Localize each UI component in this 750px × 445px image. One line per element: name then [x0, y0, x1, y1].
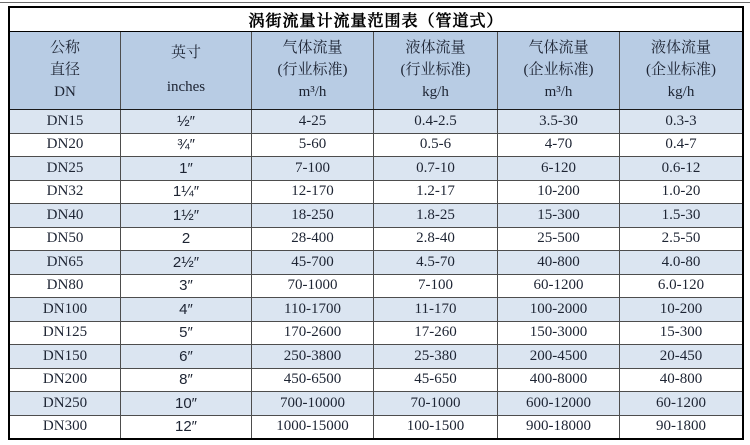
column-header-line: 液体流量: [405, 39, 466, 56]
table-cell: 900-18000: [498, 416, 620, 439]
column-header-line: m³/h: [298, 84, 327, 101]
table-row: [10, 110, 742, 134]
table-cell: 110-1700: [252, 298, 374, 321]
table-cell: 700-10000: [252, 392, 374, 415]
table-cell: 100-1500: [374, 416, 498, 439]
table-cell: 2: [121, 228, 252, 251]
table-cell: 6″: [121, 345, 252, 368]
table-cell: 250-3800: [252, 345, 374, 368]
column-header-line: 液体流量: [650, 39, 711, 56]
column-header-line: 英寸: [170, 45, 201, 62]
table-row: [10, 416, 742, 439]
table-cell: 20-450: [659, 347, 703, 364]
table-cell: 1.5-30: [661, 206, 701, 223]
table-cell: DN250: [10, 392, 121, 415]
table-cell: 400-8000: [498, 369, 620, 392]
table-cell: 7-100: [252, 157, 374, 180]
table-row: [10, 392, 742, 416]
table-cell: 6.0-120: [657, 277, 705, 294]
table-cell: DN125: [10, 322, 121, 345]
table-cell: 40-800: [659, 371, 703, 388]
table-cell: 10″: [121, 392, 252, 415]
column-header-line: (企业标准): [523, 62, 594, 79]
table-cell: 10-200: [498, 181, 620, 204]
table-cell: 11-170: [374, 298, 498, 321]
table-cell: 25-380: [374, 345, 498, 368]
table-cell: 0.7-10: [374, 157, 498, 180]
column-header: [252, 32, 374, 109]
column-header-line: kg/h: [422, 84, 449, 101]
table-cell: DN100: [10, 298, 121, 321]
table-cell: 100-2000: [498, 298, 620, 321]
table-cell: 2.8-40: [374, 228, 498, 251]
table-cell: 12″: [121, 416, 252, 439]
table-cell: 60-1200: [656, 394, 706, 411]
column-header-line: (企业标准): [646, 62, 716, 79]
column-header-line: (行业标准): [400, 62, 471, 79]
table-cell: 4″: [121, 298, 252, 321]
table-row: [10, 157, 742, 181]
table-cell: 0.5-6: [374, 134, 498, 157]
table-cell: 60-1200: [498, 275, 620, 298]
column-header-line: (行业标准): [277, 62, 348, 79]
table-cell: DN300: [10, 416, 121, 439]
table-cell: 70-1000: [374, 392, 498, 415]
table-cell: 450-6500: [252, 369, 374, 392]
table-row: [10, 181, 742, 205]
table-cell: DN25: [10, 157, 121, 180]
column-header: [498, 32, 620, 109]
column-header-line: kg/h: [667, 84, 695, 101]
table-cell: 45-650: [374, 369, 498, 392]
column-header-line: inches: [166, 78, 206, 95]
table-cell: DN80: [10, 275, 121, 298]
table-cell: 90-1800: [656, 418, 706, 435]
table-cell: DN65: [10, 251, 121, 274]
table-cell: 150-3000: [498, 322, 620, 345]
table-row: [10, 322, 742, 346]
table-cell: 5-60: [252, 134, 374, 157]
table-cell: 7-100: [374, 275, 498, 298]
table-body: [10, 110, 742, 438]
table-title: 涡街流量计流量范围表（管道式）: [10, 8, 742, 32]
table-cell: 45-700: [252, 251, 374, 274]
table-row: [10, 204, 742, 228]
table-row: [10, 228, 742, 252]
table-cell: 600-12000: [498, 392, 620, 415]
table-cell: 15-300: [498, 204, 620, 227]
table-cell: 200-4500: [498, 345, 620, 368]
table-row: [10, 345, 742, 369]
table-row: [10, 275, 742, 299]
table-header-row: [10, 32, 742, 110]
table-cell: 2½″: [121, 251, 252, 274]
table-cell: 6-120: [498, 157, 620, 180]
table-cell: 1.0-20: [661, 183, 701, 200]
table-cell: 0.6-12: [661, 159, 701, 176]
column-header: [10, 32, 121, 109]
table-cell: 1.8-25: [374, 204, 498, 227]
flow-range-table: [8, 6, 744, 440]
table-row: [10, 251, 742, 275]
column-header-line: 直径: [49, 62, 80, 79]
column-header-line: DN: [54, 84, 76, 101]
table-row: [10, 134, 742, 158]
table-cell: DN32: [10, 181, 121, 204]
table-row: [10, 369, 742, 393]
table-cell: 28-400: [252, 228, 374, 251]
table-cell: ¾″: [121, 134, 252, 157]
table-cell: 0.3-3: [665, 112, 697, 129]
table-cell: 1000-15000: [252, 416, 374, 439]
column-header-line: 气体流量: [282, 39, 343, 56]
table-cell: 170-2600: [252, 322, 374, 345]
column-header-line: 公称: [49, 39, 80, 56]
page-top-rule: [0, 2, 750, 3]
table-cell: 15-300: [659, 324, 703, 341]
table-cell: 0.4-2.5: [374, 110, 498, 133]
table-cell: 1½″: [121, 204, 252, 227]
table-cell: 25-500: [498, 228, 620, 251]
table-cell: DN40: [10, 204, 121, 227]
table-cell: 1″: [121, 157, 252, 180]
table-cell: 40-800: [498, 251, 620, 274]
column-header-line: 气体流量: [528, 39, 589, 56]
table-cell: 12-170: [252, 181, 374, 204]
table-cell: DN20: [10, 134, 121, 157]
table-cell: 3″: [121, 275, 252, 298]
table-cell: 70-1000: [252, 275, 374, 298]
table-cell: 3.5-30: [498, 110, 620, 133]
table-row: [10, 298, 742, 322]
table-cell: DN50: [10, 228, 121, 251]
table-cell: DN200: [10, 369, 121, 392]
table-cell: 1.2-17: [374, 181, 498, 204]
table-cell: DN15: [10, 110, 121, 133]
column-header: [620, 32, 742, 109]
table-cell: 4.5-70: [374, 251, 498, 274]
table-cell: 1¼″: [121, 181, 252, 204]
table-cell: 2.5-50: [661, 230, 701, 247]
table-cell: 4-70: [498, 134, 620, 157]
column-header-line: m³/h: [544, 84, 573, 101]
table-cell: 10-200: [659, 300, 703, 317]
column-header: [374, 32, 498, 109]
table-cell: 5″: [121, 322, 252, 345]
table-cell: 4.0-80: [661, 253, 701, 270]
table-cell: DN150: [10, 345, 121, 368]
table-cell: ½″: [121, 110, 252, 133]
table-cell: 17-260: [374, 322, 498, 345]
table-cell: 0.4-7: [665, 136, 697, 153]
table-cell: 18-250: [252, 204, 374, 227]
table-cell: 8″: [121, 369, 252, 392]
column-header: [121, 32, 252, 109]
table-cell: 4-25: [252, 110, 374, 133]
